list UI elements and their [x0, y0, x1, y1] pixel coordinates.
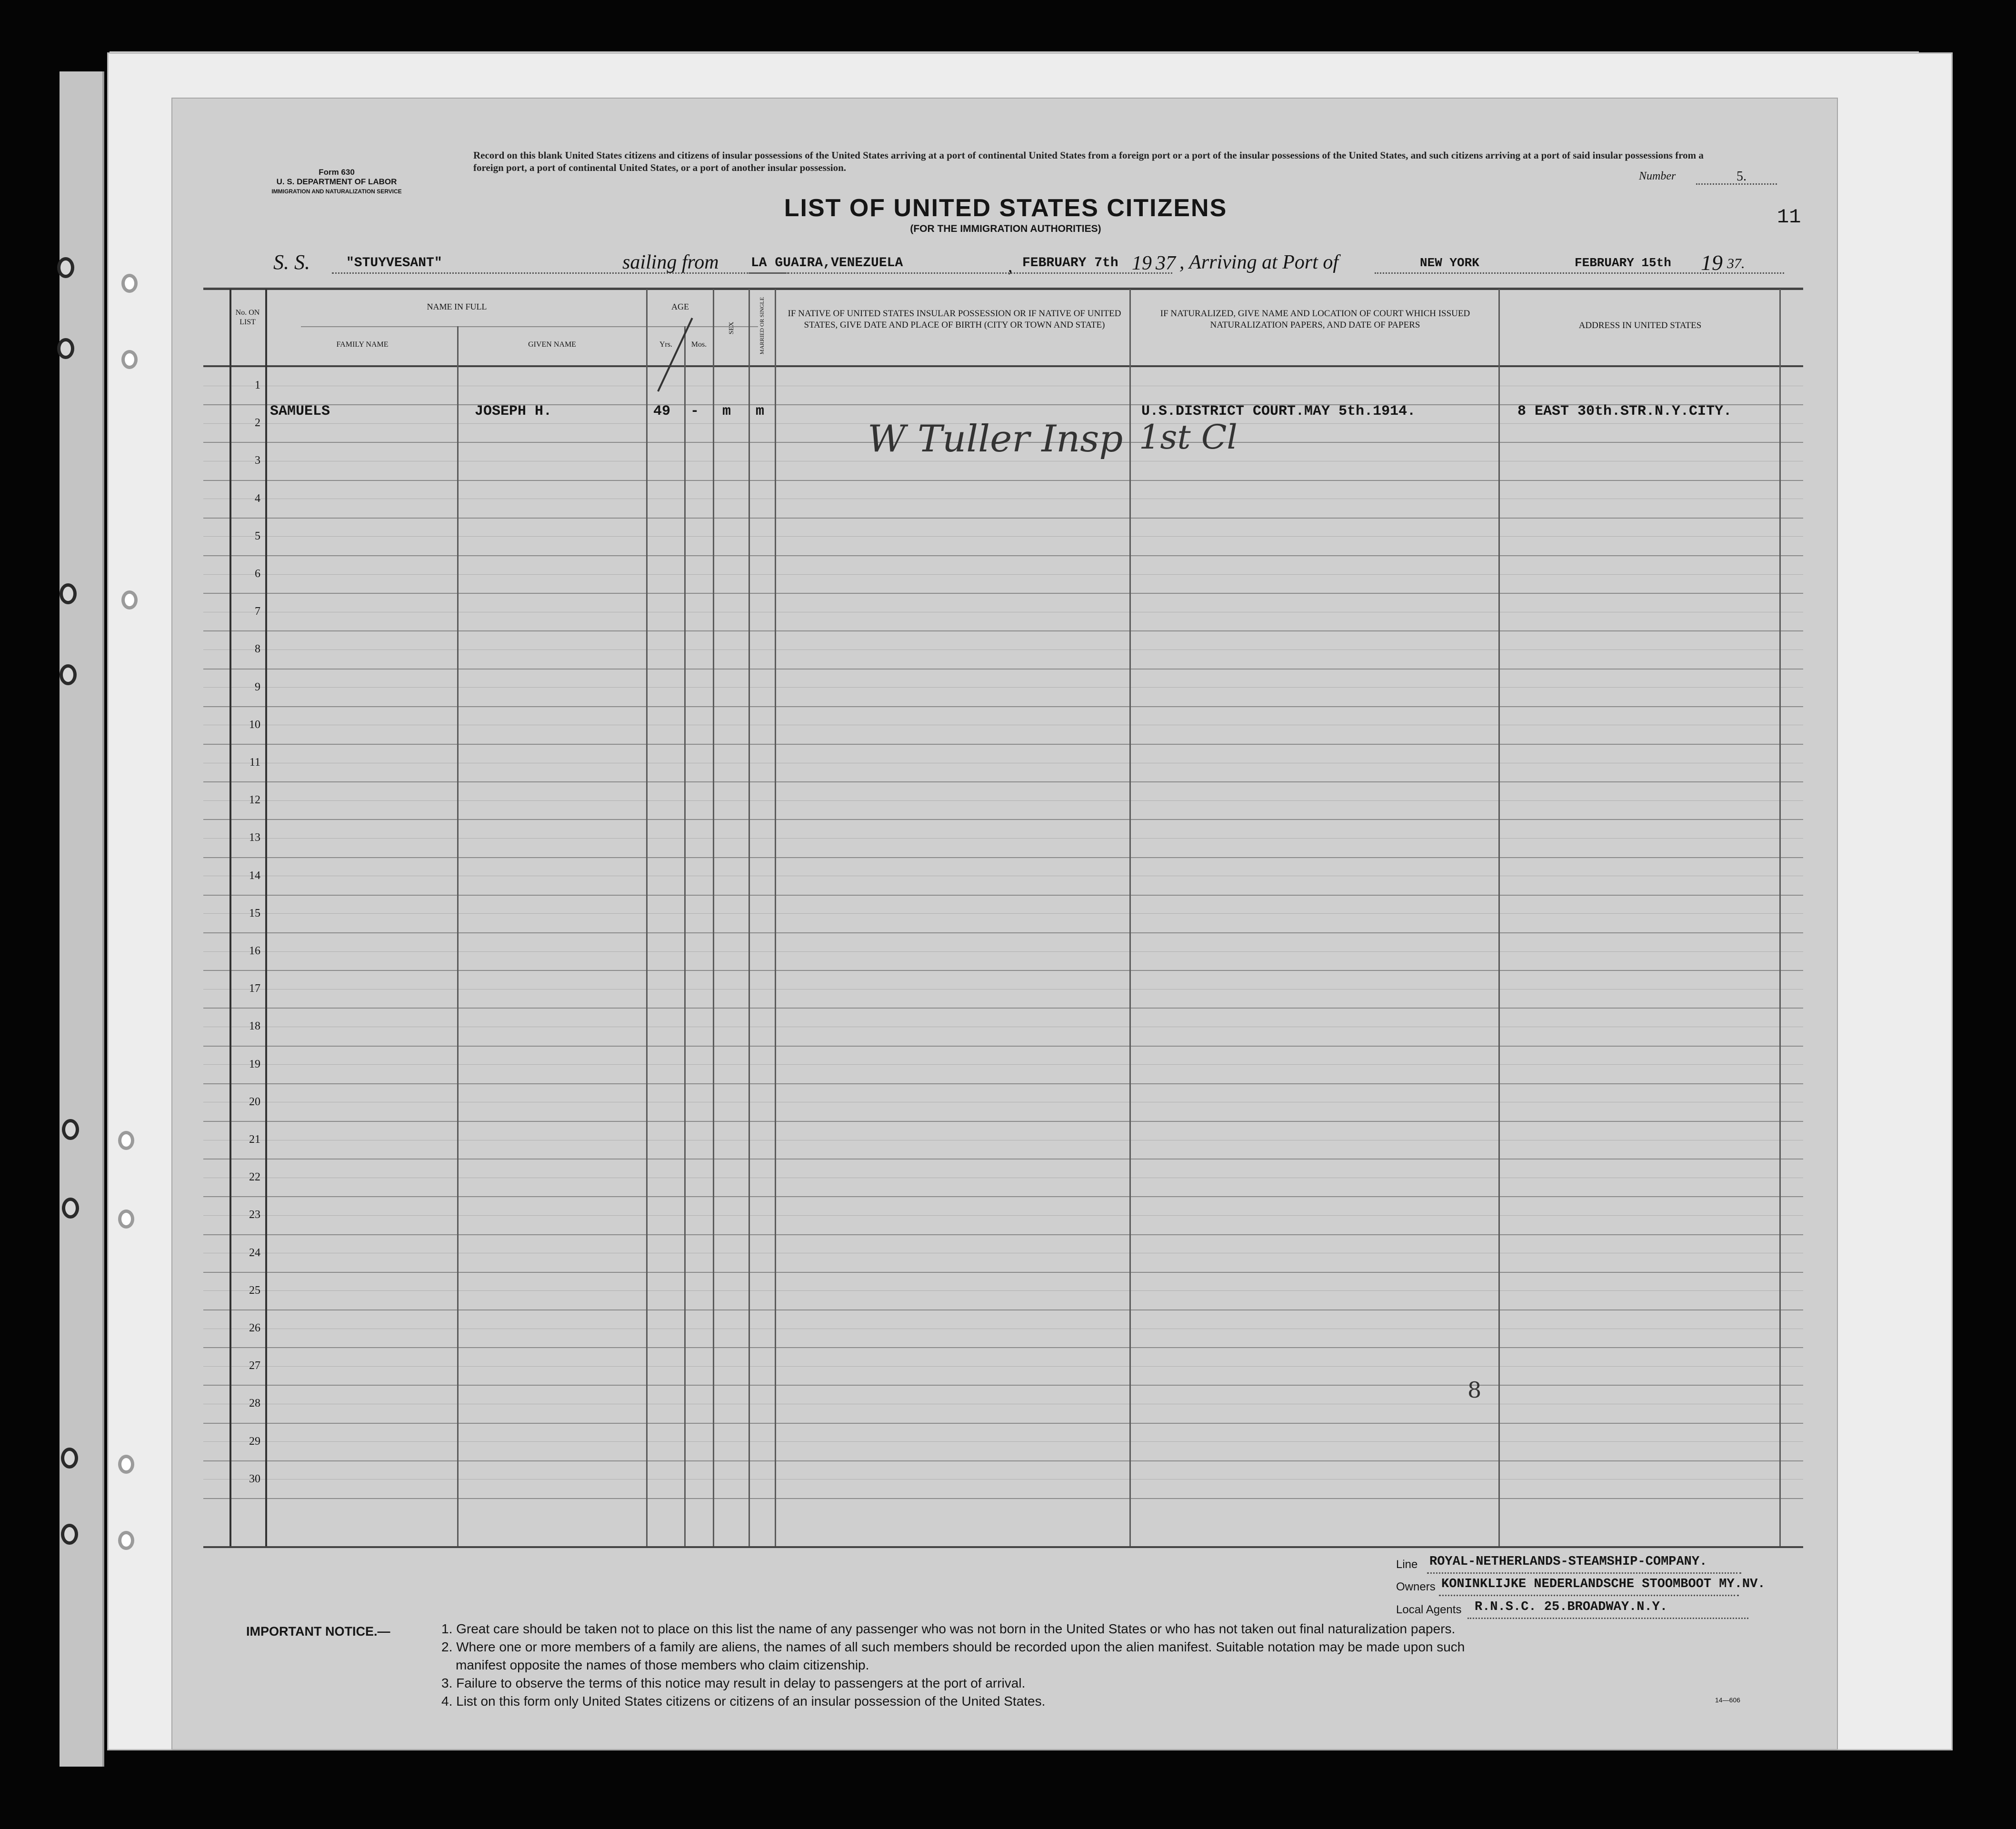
departure-date: FEBRUARY 7th [1022, 256, 1118, 270]
arrival-year-prefix: 19 [1701, 250, 1723, 275]
line-value: ROYAL-NETHERLANDS-STEAMSHIP-COMPANY. [1429, 1555, 1707, 1569]
row-subline [203, 800, 1803, 801]
punch-hole [60, 664, 77, 685]
row-1-age-yrs: 49 [653, 403, 671, 420]
header-address: ADDRESS IN UNITED STATES [1578, 320, 1702, 330]
row-subline [203, 1064, 1803, 1065]
department-name: U. S. DEPARTMENT OF LABOR [276, 177, 397, 186]
row-line [203, 1385, 1803, 1386]
notice-label: IMPORTANT NOTICE.— [246, 1624, 390, 1639]
row-line [203, 781, 1803, 782]
row-number: 26 [249, 1322, 260, 1334]
row-subline [203, 838, 1803, 839]
service-name: IMMIGRATION AND NATURALIZATION SERVICE [271, 188, 402, 195]
row-number: 3 [255, 454, 260, 467]
punch-hole [121, 350, 138, 369]
punch-hole [57, 257, 74, 278]
row-number: 1 [255, 379, 260, 391]
row-number: 28 [249, 1397, 260, 1410]
row-number: 20 [249, 1095, 260, 1108]
row-number: 18 [249, 1020, 260, 1033]
row-subline [203, 574, 1803, 575]
row-subline [203, 687, 1803, 688]
row-line [203, 895, 1803, 896]
form-instructions: Record on this blank United States citizens and citizens of insular possessions of the United States arriving at a port of continental United States from a foreign port or a port of the insular possessions of the United States, and such citizens arriving at a port of said insular possessions from a foreign port, a port of continental United States, or a port of another insular possession. [473, 150, 1704, 173]
line-label: Line [1396, 1558, 1418, 1571]
row-line [203, 744, 1803, 745]
port-line [1375, 272, 1784, 274]
binder-strip [60, 71, 104, 1767]
departure-port: LA GUAIRA,VENEZUELA [751, 256, 903, 270]
sailing-label: sailing from [622, 251, 719, 273]
row-number: 22 [249, 1171, 260, 1184]
row-line [203, 819, 1803, 820]
form-number: Form 630 [319, 168, 355, 177]
row-line [203, 1196, 1803, 1197]
row-subline [203, 913, 1803, 914]
row-number: 25 [249, 1284, 260, 1297]
diagonal-mark [657, 318, 693, 392]
row-number: 11 [249, 756, 260, 769]
row-line [203, 1347, 1803, 1348]
notice-4: 4. List on this form only United States citizens or citizens of an insular possession of the United States. [441, 1694, 1046, 1709]
row-number: 13 [249, 831, 260, 844]
row-number: 16 [249, 945, 260, 957]
punch-hole [62, 1198, 79, 1219]
row-line [203, 1498, 1803, 1499]
row-1-given-name: JOSEPH H. [475, 403, 552, 420]
punch-hole [60, 583, 77, 604]
header-no-on-list: No. ON LIST [235, 309, 260, 326]
citizens-list-form: Form 630 U. S. DEPARTMENT OF LABOR IMMIGRATION AND NATURALIZATION SERVICE Record on this blank United States citizens and citizens of insular possessions of the United States arriving at a port of continental United States from a foreign port or a port of the insular possessions of the United States, and such citizens arriving at a port of said insular possessions from a foreign port, a port of continental United States, or a port of another insular possession. Number 5. 11 LIST OF UNITED STATES CITIZENS (FOR THE IMMIGRATION AUTHORITIES) S. S. "STUYVESANT" sailing from LA GUAIRA,VENEZUELA , FEBRUARY 7th 19 37 , Arriving at Port of NEW YORK FEBRUARY 15th 19 37. No. ON LIST NAME IN FULL FAMILY NAME GIVEN NAME AGE Yrs. Mos. SEX MARRIED OR SINGLE IF NATIVE OF UNITED STATES INSULAR POSSESSION OR IF NATIVE OF UNITED STATES, GIVE DATE AND PLACE OF BIRTH (CITY OR TOWN AND STATE) IF NATURALIZED, GIVE NAME AND LOCATION OF COURT WHICH ISSUED NATURALIZATION PAPERS, AND DATE OF PAPERS ADDRESS IN UNITED STATES 1 2 3 4 5 6 7 8 9 10 11 12 13 14 15 16 17 18 19 20 21 22 23 24 25 26 27 28 29 30 SAMUELS JOSEPH H. 49 - m m U.S.DISTRICT COURT.MAY 5th.1914. 8 EAST 30th.STR.N.Y.CITY. W Tuller Insp 1st Cl 8 Line ROYAL-NETHERLANDS-STEAMSHIP-COMPANY. Owners KONINKLIJKE NEDERLANDSCHE STOOMBOOT MY.NV. Local Agents R.N.S.C. 25.BROADWAY.N.Y. IMPORTANT NOTICE.— 1. Great care should be taken not to place on this list the name of any passenger who was not born in the United States or who has not taken out final naturalization papers. 2. Where one or more members of a family are aliens, the names of all such members should be recorded upon the alien manifest. Suitable notation may be made upon such manifest opposite the names of those members who claim citizenship. 3. Failure to observe the terms of this notice may result in delay to passengers at the port of arrival. 4. List on this form only United States citizens or citizens of an insular possession of the United States. 14—606 [171, 98, 1838, 1750]
row-line [203, 1083, 1803, 1084]
row-number: 23 [249, 1209, 260, 1221]
row-line [203, 1121, 1803, 1122]
row-line [203, 593, 1803, 594]
row-number: 15 [249, 907, 260, 919]
row-subline [203, 951, 1803, 952]
row-line [203, 669, 1803, 670]
row-number: 10 [249, 718, 260, 731]
row-subline [203, 1215, 1803, 1216]
form-subtitle: (FOR THE IMMIGRATION AUTHORITIES) [910, 223, 1101, 234]
row-number: 19 [249, 1058, 260, 1070]
row-1-married: m [756, 403, 765, 420]
row-number: 8 [255, 643, 260, 656]
header-name-in-full: NAME IN FULL [427, 302, 487, 311]
print-code: 14—606 [1715, 1696, 1740, 1704]
year-prefix: 19 [1132, 252, 1152, 274]
row-line [203, 970, 1803, 971]
row-line [203, 1309, 1803, 1310]
row-number: 2 [255, 417, 260, 430]
row-number: 24 [249, 1246, 260, 1259]
row-number: 5 [255, 530, 260, 542]
punch-hole [118, 1455, 134, 1474]
row-line [203, 932, 1803, 933]
handwritten-mark: 8 [1467, 1377, 1482, 1403]
row-line [203, 1423, 1803, 1424]
row-number: 7 [255, 605, 260, 618]
header-mos: Mos. [691, 340, 707, 349]
arrival-port: NEW YORK [1420, 256, 1479, 270]
row-line [203, 706, 1803, 707]
notice-1: 1. Great care should be taken not to place on this list the name of any passenger who was not born in the United States or who has not taken out final naturalization papers. [441, 1621, 1456, 1636]
notice-3: 3. Failure to observe the terms of this notice may result in delay to passengers at the port of arrival. [441, 1676, 1026, 1690]
handwritten-inspector-note: W Tuller Insp [868, 418, 1123, 460]
notice-2: 2. Where one or more members of a family are aliens, the names of all such members should be recorded upon the alien manifest. Suitable notation may be made upon such [441, 1639, 1465, 1654]
row-number: 21 [249, 1133, 260, 1146]
row-line [203, 1272, 1803, 1273]
row-number: 29 [249, 1435, 260, 1448]
page-number: 11 [1777, 206, 1801, 229]
row-1-sex: m [722, 403, 731, 420]
row-number: 6 [255, 568, 260, 580]
punch-hole [118, 1531, 134, 1550]
row-number: 4 [255, 492, 260, 505]
arriving-label: , Arriving at Port of [1179, 251, 1339, 273]
row-line [203, 857, 1803, 858]
header-native: IF NATIVE OF UNITED STATES INSULAR POSSESSION OR IF NATIVE OF UNITED STATES, GIVE DATE AND PLACE OF BIRTH (CITY OR TOWN AND STATE) [788, 309, 1121, 330]
row-number: 17 [249, 982, 260, 995]
header-naturalized: IF NATURALIZED, GIVE NAME AND LOCATION OF COURT WHICH ISSUED NATURALIZATION PAPERS, AND DATE OF PAPERS [1160, 309, 1470, 330]
punch-hole [57, 338, 74, 359]
punch-hole [121, 590, 138, 610]
row-number: 30 [249, 1472, 260, 1485]
punch-hole [118, 1209, 134, 1229]
header-yrs: Yrs. [659, 340, 673, 349]
ship-name: "STUYVESANT" [346, 256, 442, 270]
number-label: Number [1639, 170, 1676, 182]
row-subline [203, 536, 1803, 537]
agents-label: Local Agents [1396, 1603, 1462, 1616]
arrival-date: FEBRUARY 15th [1575, 256, 1671, 270]
row-1-address: 8 EAST 30th.STR.N.Y.CITY. [1517, 403, 1732, 420]
header-sex: SEX [728, 321, 735, 335]
ship-line [332, 272, 789, 274]
row-line [203, 1460, 1803, 1461]
form-title: LIST OF UNITED STATES CITIZENS [784, 194, 1228, 222]
from-line [749, 272, 1172, 274]
list-number: 5. [1737, 169, 1747, 184]
header-married-single: MARRIED OR SINGLE [758, 297, 765, 355]
row-line [203, 1046, 1803, 1047]
ss-label: S. S. [273, 250, 310, 274]
punch-hole [121, 274, 138, 293]
row-line [203, 480, 1803, 481]
row-line [203, 1234, 1803, 1235]
row-1-naturalized: U.S.DISTRICT COURT.MAY 5th.1914. [1141, 403, 1416, 420]
punch-hole [118, 1131, 134, 1150]
owners-value: KONINKLIJKE NEDERLANDSCHE STOOMBOOT MY.NV. [1441, 1577, 1766, 1591]
owners-label: Owners [1396, 1580, 1436, 1593]
arrival-year-suffix: 37. [1727, 256, 1745, 271]
header-family-name: FAMILY NAME [336, 340, 389, 349]
row-1-age-mos: - [690, 403, 699, 420]
punch-hole [61, 1448, 78, 1469]
handwritten-class-note: 1st Cl [1139, 418, 1238, 457]
row-number: 27 [249, 1359, 260, 1372]
header-given-name: GIVEN NAME [528, 340, 576, 349]
header-age: AGE [671, 302, 689, 311]
row-line [203, 630, 1803, 631]
punch-hole [62, 1119, 79, 1140]
row-line [203, 555, 1803, 556]
agents-value: R.N.S.C. 25.BROADWAY.N.Y. [1475, 1600, 1668, 1614]
row-subline [203, 1441, 1803, 1442]
punch-hole [61, 1524, 78, 1545]
year-suffix: 37 [1156, 252, 1176, 274]
row-subline [203, 1366, 1803, 1367]
row-subline [203, 1290, 1803, 1291]
row-1-family-name: SAMUELS [270, 403, 330, 420]
notice-2-continued: manifest opposite the names of those members who claim citizenship. [456, 1658, 869, 1672]
row-line [203, 1008, 1803, 1009]
row-line [203, 518, 1803, 519]
row-number: 14 [249, 869, 260, 882]
row-number: 9 [255, 680, 260, 693]
row-number: 12 [249, 794, 260, 807]
